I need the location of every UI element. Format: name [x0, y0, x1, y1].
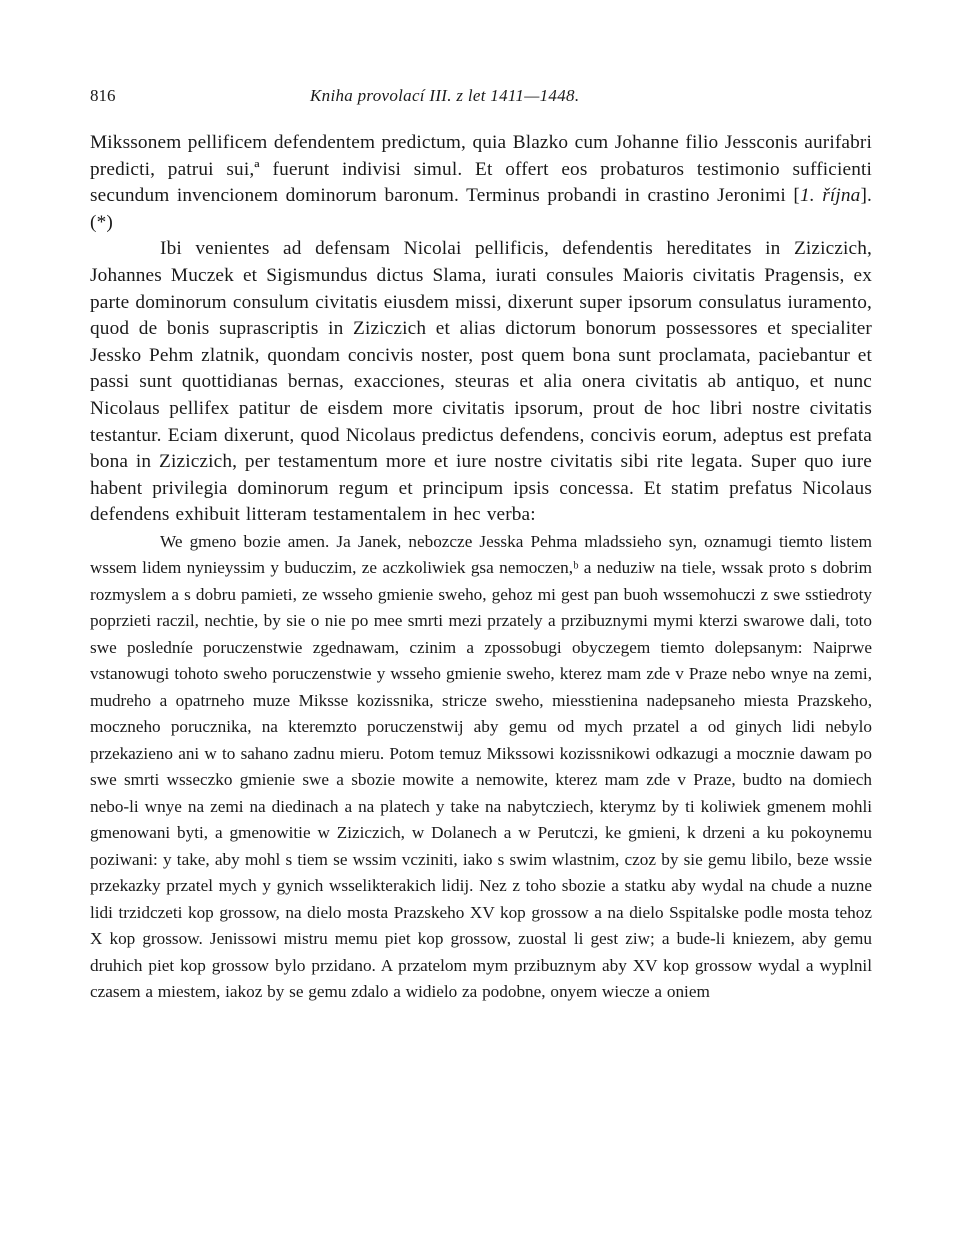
running-title: Kniha provolací III. z let 1411—1448.: [310, 86, 580, 105]
page-header: [90, 86, 872, 114]
paragraph-text: Mikssonem pellificem defendentem predictum, quia Blazko cum Johanne filio Jessconis aurifabri predicti, patrui sui,ª fuerunt indivisi simul. Et offert eos probaturos testimonio sufficienti secundum invencionem dominorum baronum. Terminus probandi in crastino Jeronimi [: [90, 132, 872, 207]
testament-letter: [90, 529, 872, 1006]
date-note: 1. října: [799, 185, 861, 207]
body-text: [90, 130, 872, 529]
letter-text: We gmeno bozie amen. Ja Janek, nebozcze Jesska Pehma mladssieho syn, oznamugi tiemto listem wssem lidem nynieyssim y buduczim, ze aczkoliwiek gsa nemoczen,ᵇ a neduziw na tiele, wssak proto s dobrim rozmyslem a s dobru pamieti, ze wsseho gmienie sweho, gehoz mi gest pan buoh wssemohuczi z swe sstiedroty poprzieti raczil, nechtie, by sie o nie po mee smrti mezi przately a przibuznymi mymi kterzi swarowe dali, toto swe posledníe poruczenstwie zgednawam, czinim a zpossobugi obyczegem tiemto dolepsanym: Naiprwe vstanowugi tohoto sweho poruczenstwie y wsseho gmienie sweho, kterez mam zde v Praze nebo wnye na zemi, mudreho a opatrneho muze Miksse kozissnika, stricze sweho, miesstienina nadepsaneho miesta Prazskeho, moczneho porucznika, na kteremzto poruczenstwij aby gemu od mych przatel a od ginych lidi nebylo przekazieno ani w to sahano zadnu mieru. Potom temuz Mikssowi kozissnikowi odkazugi a mocznie dawam po swe smrti wsseczko gmienie swe a sbozie mowite a nemowite, kterez mam zde v Praze, budto na domiech nebo-li wnye na zemi na diedinach a na platech y take na nabytcziech, kterymz by ti koliwiek gmenem mohli gmenowani byti, a gmenowitie w Ziziczich, w Dolanech a w Perutczi, ke gmieni, k drzeni a ku pokoynemu poziwani: y take, aby mohl s tiem se wssim vcziniti, iako s swim wlastnim, czoz by sie gemu libilo, beze wssie przekazky przatel mych y gynich wsselikterakich lidij. Nez z toho sbozie a statku aby wydal na chude a nuzne lidi trzidczeti kop grossow, na dielo mosta Prazskeho XV kop grossow a na dielo Sspitalske podle mosta tehoz X kop grossow. Jenissowi mistru memu piet kop grossow, zuostal li gest ziw; a bude-li kniezem, aby gemu druhich piet kop grossow bylo przidano. A przatelom mym przibuznym aby XV kop grossow wydal a wyplnil czasem a miestem, iakoz by se gemu zdalo a widielo za podobne, onyem wiecze a oniem: [90, 531, 872, 1002]
paragraph-text: ]. (*): [90, 185, 872, 233]
document-page: [90, 86, 872, 1006]
page-number: 816: [90, 86, 116, 105]
paragraph: [90, 130, 872, 236]
paragraph: Ibi venientes ad defensam Nicolai pellificis, defendentis hereditates in Ziziczich, Johannes Muczek et Sigismundus dictus Slama, iurati consules Maioris civitatis Pragensis, ex parte dominorum consulum civitatis eiusdem missi, dixerunt super ipsorum consulatus iuramento, quod de bonis suprascriptis in Ziziczich et alias dictorum bonorum possessores et specialiter Jessko Pehm zlatnik, quondam concivis noster, post quem bona sunt proclamata, paciebantur et passi sunt quottidianas bernas, exacciones, steuras et alia onera civitatis ab antiquo, et nunc Nicolaus pellifex patitur de eisdem more civitatis ipsorum, prout de hoc libri nostre civitatis testantur. Eciam dixerunt, quod Nicolaus predictus defendens, concivis eorum, adeptus est prefata bona in Ziziczich, per testamentum more et iure nostre civitatis sibi rite legata. Super quo iure habent privilegia dominorum regum et principum ipsis concessa. Et statim prefatus Nicolaus defendens exhibuit litteram testamentalem in hec verba:: [90, 238, 872, 526]
